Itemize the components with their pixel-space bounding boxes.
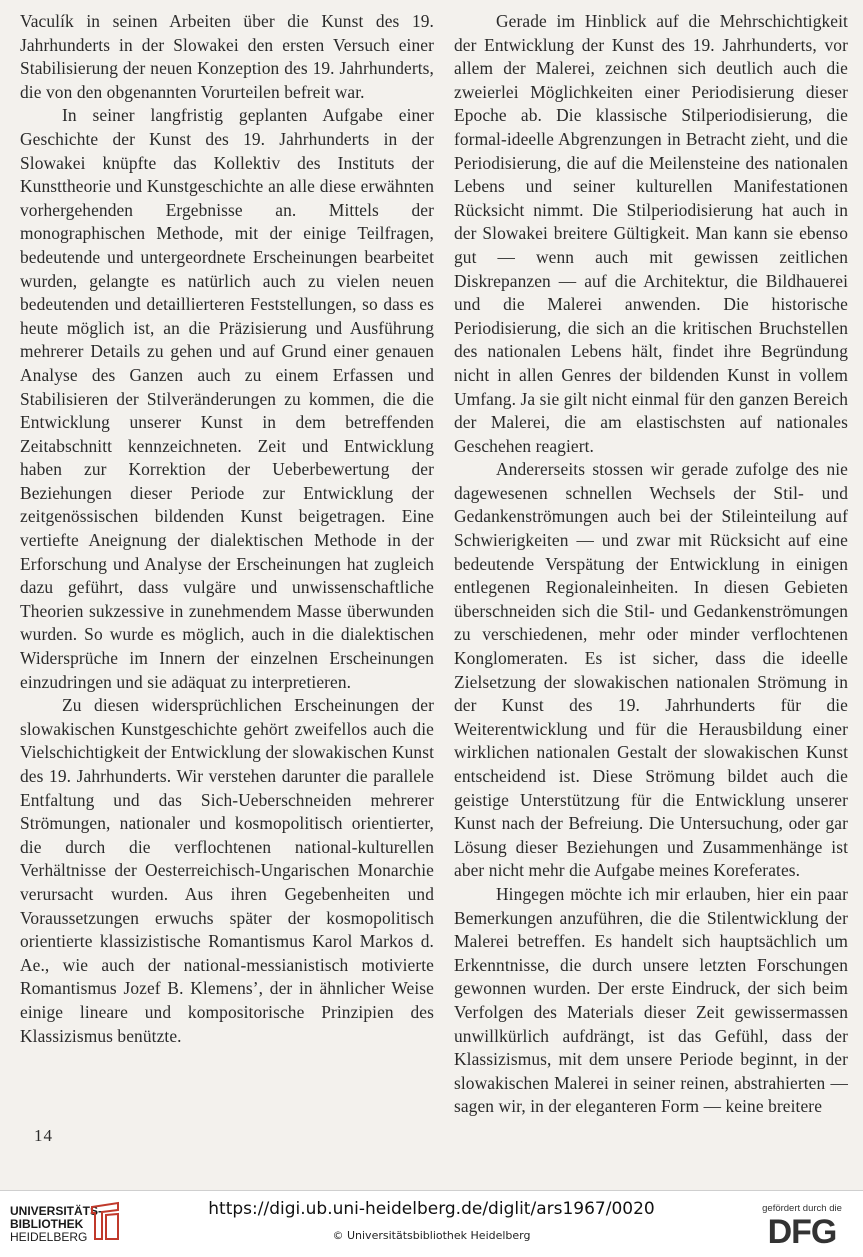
- copyright-notice: © Universitätsbibliothek Heidelberg: [332, 1229, 531, 1242]
- dfg-logo[interactable]: DFG: [767, 1213, 837, 1251]
- paragraph: Vaculík in seinen Arbeiten über die Kunst des 19. Jahrhunderts in der Slowakei den ersten Versuch einer Stabilisierung der neuen Konzeption des 19. Jahrhunderts, die von den obgenannten Vorurteilen befreit war.: [20, 11, 434, 102]
- logo-line: BIBLIOTHEK: [10, 1217, 84, 1231]
- logo-line: UNIVERSITÄTS-: [10, 1204, 103, 1218]
- funding-note: gefördert durch die: [762, 1203, 842, 1214]
- paragraph: In seiner langfristig geplanten Aufgabe einer Geschichte der Kunst des 19. Jahrhunderts in der Slowakei knüpfte das Kollektiv des Instituts der Kunsttheorie und Kunstgeschichte an alle diese erwähnten vorhergehenden Ergebnisse an. Mittels der monographischen Methode, mit der einige Teilfragen, bedeutende und untergeordnete Erscheinungen bearbeitet wurden, gelangte es natürlich auch zu vielen neuen bedeutenden und detaillierteren Feststellungen, so dass es heute möglich ist, an die Präzisierung und Ausführung mehrerer Details zu gehen und auf Grund einer genauen Analyse des Ganzen auch zu einem Erfassen und Stabilisieren der Stilveränderungen zu kommen, die die Entwicklung unserer Kunst in dem betreffenden Zeitabschnitt kennzeichneten. Zeit und Entwicklung haben zur Korrektion der Ueberbewertung der Beziehungen dieser Periode zur Entwicklung der zeitgenössischen bildenden Kunst beigetragen. Eine vertiefte Aneignung der dialektischen Methode in der Erforschung und Analyse der Erscheinungen hat zugleich dazu geführt, dass vulgäre und unwissenschaftliche Theorien sukzessive in zunehmendem Masse überwunden wurden. So wurde es möglich, auch in die dialektischen Widersprüche im Innern der einzelnen Erscheinungen einzudringen und sie adäquat zu interpretieren.: [20, 105, 434, 692]
- permalink[interactable]: https://digi.ub.uni-heidelberg.de/diglit/ars1967/0020: [208, 1199, 655, 1219]
- right-column: [454, 10, 848, 1119]
- logo-line: HEIDELBERG: [10, 1230, 88, 1244]
- viewer-footer: [0, 1190, 863, 1257]
- page-number: 14: [34, 1126, 53, 1145]
- paragraph: Zu diesen widersprüchlichen Erscheinungen der slowakischen Kunstgeschichte gehört zweifellos auch die Vielschichtigkeit der Entwicklung der slowakischen Kunst des 19. Jahrhunderts. Wir verstehen darunter die parallele Entfaltung und das Sich-Ueberschneiden mehrerer Strömungen, nationaler und kosmopolitisch orientierter, die durch die verflochtenen national-kulturellen Verhältnisse der Oesterreichisch-Ungarischen Monarchie verursacht wurden. Aus ihren Gegebenheiten und Voraussetzungen erwuchs später der kosmopolitisch orientierte klassizistische Romantismus Karol Markos d. Ae., wie auch der national-messianistisch motivierte Romantismus Jozef B. Klemens’, der in ähnlicher Weise einige lineare und kompositorische Prinzipien des Klassizismus benützte.: [20, 695, 434, 1046]
- paragraph: Hingegen möchte ich mir erlauben, hier ein paar Bemerkungen anzuführen, die die Stilentwicklung der Malerei betreffen. Es handelt sich hauptsächlich um Erkenntnisse, die durch unsere letzten Forschungen gewonnen wurden. Der erste Eindruck, der sich beim Verfolgen des Materials dieser Zeit gewissermassen unwillkürlich aufdrängt, ist das Gefühl, dass der Klassizismus, mit dem unsere Periode beginnt, in der slowakischen Malerei in seiner reinen, abstrahierten — sagen wir, in der eleganteren Form — keine breitere: [454, 883, 848, 1117]
- paragraph: Gerade im Hinblick auf die Mehrschichtigkeit der Entwicklung der Kunst des 19. Jahrhunderts, vor allem der Malerei, zeichnen sich deutlich auch die zweierlei Möglichkeiten einer Periodisierung dieser Epoche ab. Die klassische Stilperiodisierung, die formal-ideelle Abgrenzungen in Betracht zieht, und die Periodisierung, die auf die Meilensteine des nationalen Lebens und seiner kulturellen Manifestationen Rücksicht nimmt. Die Stilperiodisierung hat auch in der Slowakei breitere Gültigkeit. Man kann sie ebenso gut — wenn auch mit gewissen zeitlichen Diskrepanzen — auf die Architektur, die Bildhauerei und die Malerei anwenden. Die historische Periodisierung, die sich an die kritischen Bruchstellen des nationalen Lebens hält, findet ihre Begründung nicht in allen Genres der bildenden Kunst in vollem Umfang. Ja sie gilt nicht einmal für den ganzen Bereich der Malerei, die am elastischsten auf nationales Geschehen reagiert.: [454, 11, 848, 456]
- paragraph: Andererseits stossen wir gerade zufolge des nie dagewesenen schnellen Wechsels der Stil- und Gedankenströmungen auch bei der Stileinteilung auf Schwierigkeiten — und zwar mit Rücksicht auf eine bedeutende Verspätung der Entwicklung in einigen entlegenen Regionaleinheiten. In diesen Gebieten überschneiden sich die Stil- und Gedankenströmungen zu verschiedenen, mehr oder minder verflochtenen Konglomeraten. Es ist sicher, dass die ideelle Zielsetzung der slowakischen nationalen Strömung in der Kunst des 19. Jahrhunderts für die Weiterentwicklung und für die Herausbildung einer wirklichen nationalen Gestalt der slowakischen Kunst entscheidend ist. Diese Strömung bildet auch die geistige Unterstützung für die Entwicklung unserer Kunst nach der Befreiung. Die Untersuchung, oder gar Lösung dieser Beziehungen und Zusammenhänge ist aber nicht mehr die Aufgabe meines Koreferates.: [454, 459, 848, 881]
- left-column: [20, 10, 434, 1048]
